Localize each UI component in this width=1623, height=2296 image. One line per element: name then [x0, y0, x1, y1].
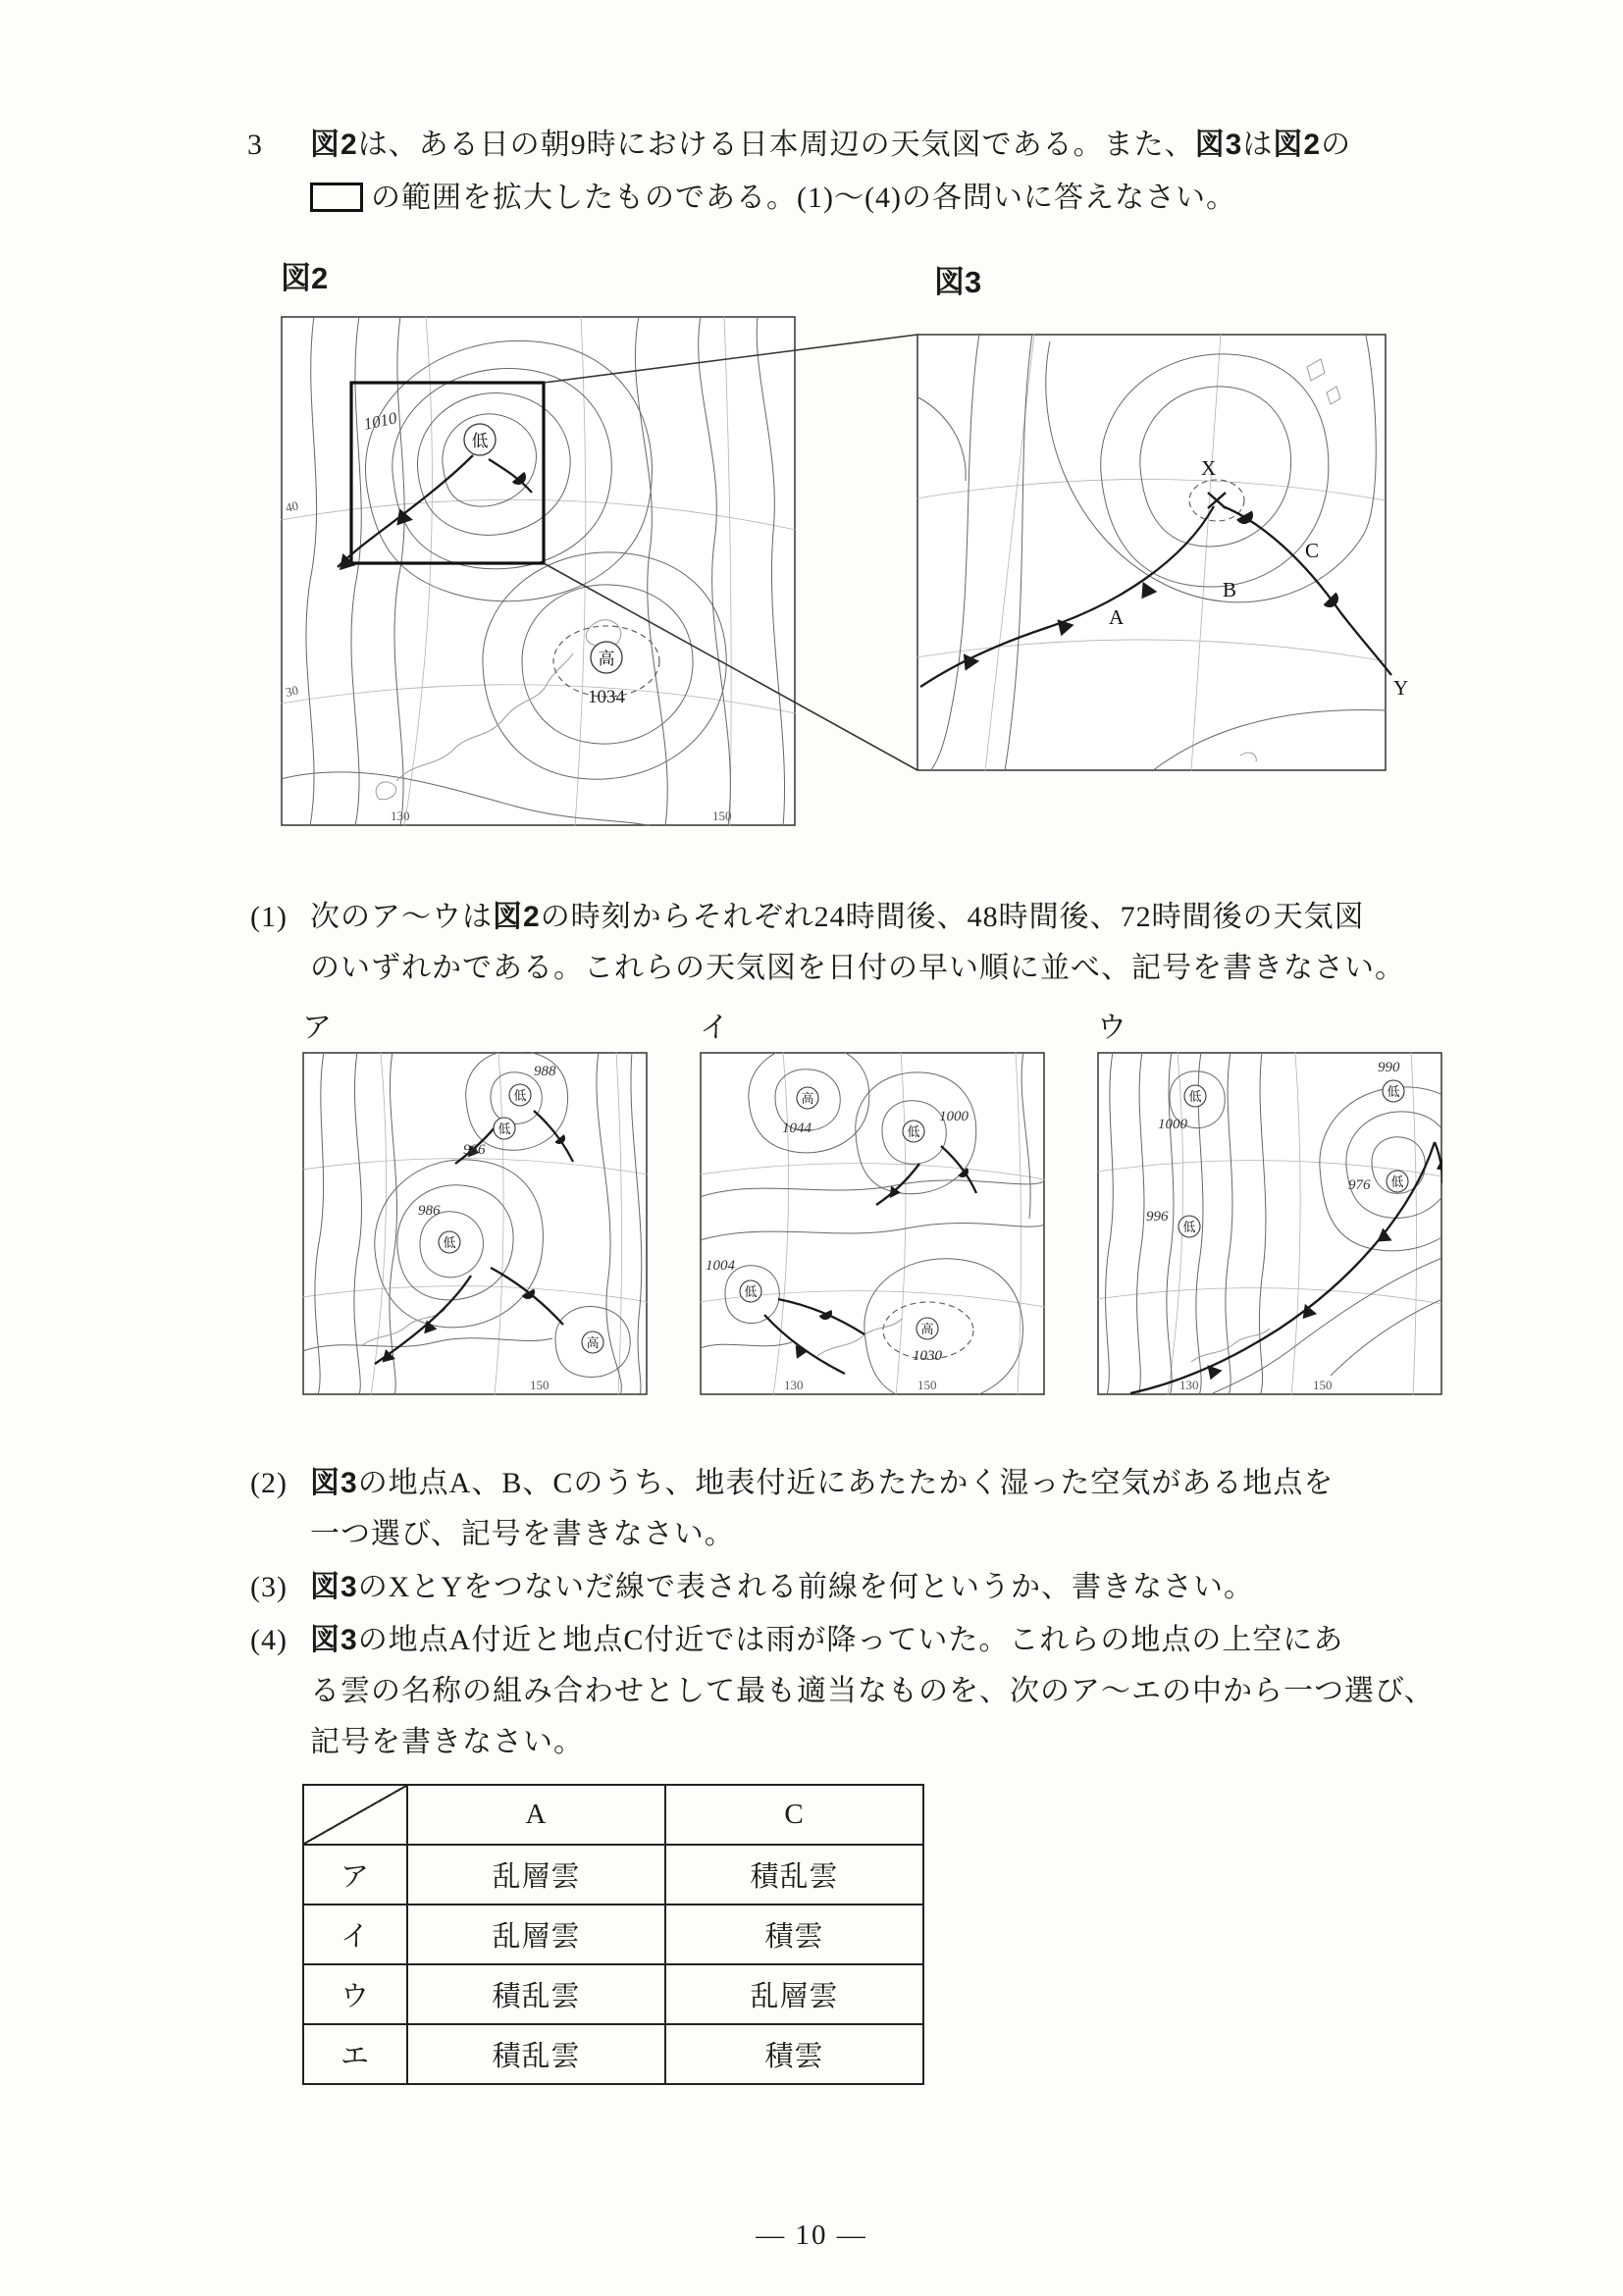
table-header-a: A: [407, 1785, 665, 1845]
row-label: エ: [303, 2024, 407, 2084]
cell-a: 積乱雲: [407, 2024, 665, 2084]
cloud-combination-table: [302, 1784, 924, 2085]
fig3-point-b: B: [1223, 578, 1237, 601]
map-u-pressure-990: 990: [1378, 1060, 1400, 1075]
fig2-lat-40: 40: [284, 497, 300, 515]
q1-line2: のいずれかである。これらの天気図を日付の早い順に並べ、記号を書きなさい。: [310, 952, 1405, 984]
table-row: [303, 1905, 923, 1964]
map-a-low3-label: 低: [443, 1235, 456, 1250]
q3-line1: [310, 1568, 1254, 1606]
map-i-low1-label: 低: [907, 1124, 920, 1139]
map-u-pressure-1000: 1000: [1158, 1117, 1187, 1132]
map-a-pressure-986b: 986: [418, 1203, 441, 1219]
map-i-pressure-1004: 1004: [706, 1258, 735, 1274]
fig3-point-y: Y: [1393, 676, 1409, 700]
q2-text-1: の地点A、B、Cのうち、地表付近にあたたかく湿った空気がある地点を: [357, 1467, 1335, 1499]
fig2-low-pressure-value: 1010: [361, 408, 399, 434]
map-a-title: ア: [302, 1012, 333, 1044]
map-i-high1-label: 高: [801, 1091, 814, 1106]
table-corner-cell: [303, 1785, 407, 1845]
map-a-weather-map: [302, 1052, 648, 1395]
q1-fig2-ref: 図2: [493, 901, 541, 933]
intro-fig2-ref-2: 図2: [1273, 129, 1322, 161]
row-label: ア: [303, 1845, 407, 1905]
q4-fig3-ref: 図3: [310, 1624, 358, 1656]
cell-a: 乱層雲: [407, 1845, 665, 1905]
map-a-low2-label: 低: [497, 1122, 511, 1136]
q4-number: (4): [250, 1624, 288, 1656]
map-i-lon-130: 130: [784, 1378, 804, 1392]
q1-text-2: の時刻からそれぞれ24時間後、48時間後、72時間後の天気図: [540, 901, 1365, 933]
fig2-low-label: 低: [471, 432, 489, 450]
cell-c: 乱層雲: [665, 1964, 923, 2024]
question3-intro-line1: [310, 126, 1351, 164]
map-i-pressure-1044: 1044: [782, 1121, 812, 1136]
map-a-lon-150: 150: [530, 1378, 550, 1392]
zoom-projection-lines: [0, 294, 1623, 863]
question3-number-text: 3: [247, 129, 263, 161]
fig2-title: 図2: [281, 261, 329, 295]
intro-text-2: は: [1242, 129, 1274, 161]
q4-line1: [310, 1621, 1343, 1659]
map-i-low2-label: 低: [744, 1284, 758, 1299]
map-u-low3-label: 低: [1390, 1174, 1404, 1189]
intro-text-1: は、ある日の朝9時における日本周辺の天気図である。また、: [357, 129, 1195, 161]
question3-intro-line2: [310, 179, 1236, 217]
fig2-lon-150: 150: [712, 809, 732, 823]
table-header-c: C: [665, 1785, 923, 1845]
map-i-pressure-1000: 1000: [939, 1109, 969, 1124]
q2-number: (2): [250, 1467, 288, 1499]
q1-text-1: 次のア〜ウは: [310, 901, 493, 933]
intro-fig3-ref: 図3: [1194, 129, 1243, 161]
cell-c: 積雲: [665, 1905, 923, 1964]
map-a-pressure-986a: 986: [463, 1142, 486, 1158]
map-u-pressure-976: 976: [1348, 1177, 1371, 1193]
map-u-low2-label: 低: [1387, 1084, 1400, 1099]
q3-number: (3): [250, 1571, 288, 1603]
q2-fig3-ref: 図3: [310, 1467, 358, 1499]
map-u-title: ウ: [1097, 1012, 1127, 1044]
fig2-high-label: 高: [598, 650, 615, 668]
row-label: イ: [303, 1905, 407, 1964]
map-a-high-label: 高: [586, 1335, 600, 1350]
fig3-point-a: A: [1109, 605, 1125, 629]
fig2-lat-30: 30: [284, 682, 300, 700]
fig3-title: 図3: [934, 265, 982, 299]
q2-line1: [310, 1464, 1334, 1502]
map-u-low1-label: 低: [1188, 1089, 1202, 1104]
q3-text-1: のXとYをつないだ線で表される前線を何というか、書きなさい。: [357, 1571, 1255, 1603]
fig2-high-pressure-value: 1034: [588, 687, 625, 707]
map-u-weather-map: [1097, 1052, 1442, 1395]
map-i-lon-150: 150: [917, 1378, 937, 1392]
q1-line1: [310, 898, 1365, 936]
q2-line2: 一つ選び、記号を書きなさい。: [310, 1518, 735, 1550]
fig2-lon-130: 130: [391, 809, 410, 823]
map-u-lon-150: 150: [1313, 1378, 1333, 1392]
q4-line2: る雲の名称の組み合わせとして最も適当なものを、次のア〜エの中から一つ選び、: [310, 1675, 1435, 1707]
map-i-pressure-1030: 1030: [913, 1348, 942, 1364]
map-u-pressure-996: 996: [1146, 1209, 1169, 1225]
map-u-low4-label: 低: [1182, 1220, 1196, 1234]
q3-fig3-ref: 図3: [310, 1571, 358, 1603]
fig3-point-c: C: [1305, 539, 1320, 562]
map-a-low1-label: 低: [513, 1088, 527, 1103]
cell-a: 積乱雲: [407, 1964, 665, 2024]
map-a-pressure-988: 988: [534, 1064, 556, 1079]
table-row: [303, 1845, 923, 1905]
table-row: [303, 1964, 923, 2024]
cell-a: 乱層雲: [407, 1905, 665, 1964]
table-row: [303, 2024, 923, 2084]
map-i-title: イ: [700, 1012, 730, 1044]
fig3-point-x: X: [1201, 456, 1217, 480]
cell-c: 積雲: [665, 2024, 923, 2084]
map-u-lon-130: 130: [1179, 1378, 1199, 1392]
q1-number: (1): [250, 901, 288, 933]
intro-text-4: の範囲を拡大したものである。(1)〜(4)の各問いに答えなさい。: [371, 182, 1236, 214]
map-i-weather-map: [700, 1052, 1045, 1395]
cell-c: 積乱雲: [665, 1845, 923, 1905]
q4-line3: 記号を書きなさい。: [310, 1726, 584, 1758]
table-header-row: [303, 1785, 923, 1845]
question3-number: [247, 126, 263, 164]
map-i-high2-label: 高: [920, 1322, 934, 1336]
q4-text-1: の地点A付近と地点C付近では雨が降っていた。これらの地点の上空にあ: [357, 1624, 1344, 1656]
page-number: — 10 —: [756, 2219, 867, 2251]
row-label: ウ: [303, 1964, 407, 2024]
figures-row: [0, 294, 1623, 863]
map-i-border: [701, 1053, 1044, 1394]
intro-fig2-ref-1: 図2: [310, 129, 358, 161]
intro-text-3: の: [1321, 129, 1352, 161]
range-box: [310, 183, 363, 212]
